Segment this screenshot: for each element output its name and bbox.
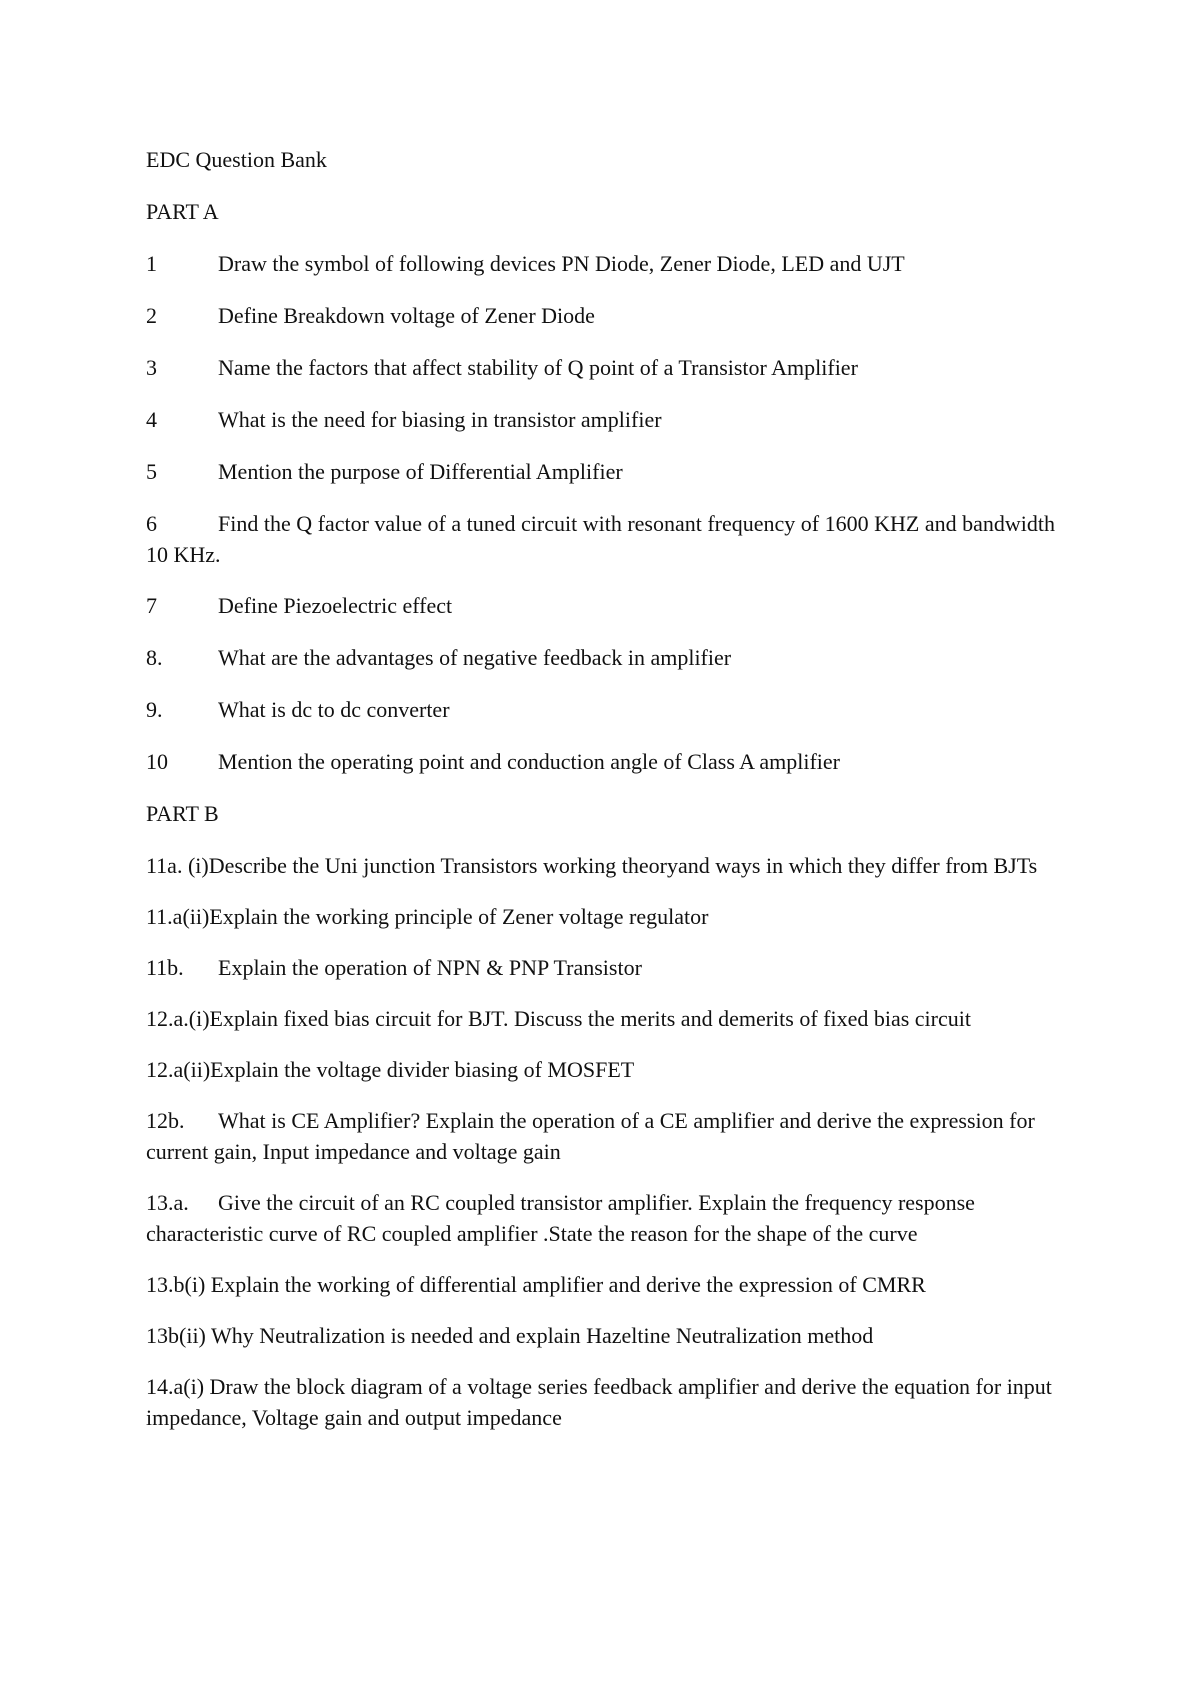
question-item — [146, 248, 1066, 280]
question-text: Why Neutralization is needed and explain Hazeltine Neutralization method — [211, 1323, 874, 1348]
document-title: EDC Question Bank — [146, 147, 327, 172]
question-number: 14.a(i) — [146, 1374, 205, 1399]
part-b-heading: PART B — [146, 801, 219, 826]
question-text: Describe the Uni junction Transistors working theoryand ways in which they differ from BJTs — [208, 853, 1038, 878]
question-item-wrapped — [146, 901, 1066, 932]
question-item-wrapped — [146, 1371, 1066, 1433]
question-text: What is dc to dc converter — [218, 697, 450, 722]
question-text: Explain the working principle of Zener voltage regulator — [209, 904, 709, 929]
question-item — [146, 352, 1066, 384]
question-text: Explain the working of differential amplifier and derive the expression of CMRR — [210, 1272, 926, 1297]
question-item — [146, 404, 1066, 436]
question-text: Explain fixed bias circuit for BJT. Discuss the merits and demerits of fixed bias circuit — [209, 1006, 971, 1031]
document-content — [146, 144, 1066, 1453]
question-item — [146, 746, 1066, 778]
question-number: 13.a. — [146, 1190, 189, 1215]
question-item-wrapped — [146, 850, 1066, 881]
question-text: Name the factors that affect stability of Q point of a Transistor Amplifier — [218, 355, 858, 380]
question-text: Define Breakdown voltage of Zener Diode — [218, 303, 595, 328]
question-text: What is the need for biasing in transistor amplifier — [218, 407, 662, 432]
question-item-wrapped — [146, 1054, 1066, 1085]
part-a-heading: PART A — [146, 199, 219, 224]
question-number: 13.b(i) — [146, 1272, 206, 1297]
question-text: Define Piezoelectric effect — [218, 593, 453, 618]
question-number: 6 — [146, 511, 157, 536]
question-number: 4 — [146, 407, 157, 432]
question-text: Mention the purpose of Differential Amplifier — [218, 459, 623, 484]
question-item-wrapped — [146, 508, 1066, 570]
question-number: 3 — [146, 355, 157, 380]
question-number: 12.a.(i) — [146, 1006, 210, 1031]
question-text: Give the circuit of an RC coupled transistor amplifier. Explain the frequency response characteristic curve of RC coupled amplifier .State the reason for the shape of the curve — [146, 1190, 975, 1246]
question-text: Mention the operating point and conduction angle of Class A amplifier — [218, 749, 840, 774]
question-text: Draw the symbol of following devices PN Diode, Zener Diode, LED and UJT — [218, 251, 905, 276]
question-text: Explain the voltage divider biasing of MOSFET — [210, 1057, 635, 1082]
question-item — [146, 590, 1066, 622]
question-number: 9. — [146, 697, 163, 722]
question-number: 1 — [146, 251, 157, 276]
question-number: 11.a(ii) — [146, 904, 210, 929]
question-text: Find the Q factor value of a tuned circuit with resonant frequency of 1600 KHZ and bandwidth 10 KHz. — [146, 511, 1055, 567]
question-item-wrapped — [146, 1003, 1066, 1034]
question-text: What is CE Amplifier? Explain the operation of a CE amplifier and derive the expression for current gain, Input impedance and voltage gain — [146, 1108, 1035, 1164]
question-number: 12b. — [146, 1108, 185, 1133]
question-text: What are the advantages of negative feedback in amplifier — [218, 645, 732, 670]
question-item — [146, 300, 1066, 332]
question-item-wrapped — [146, 1105, 1066, 1167]
question-item-wrapped — [146, 1187, 1066, 1249]
question-number: 10 — [146, 749, 168, 774]
question-text: Explain the operation of NPN & PNP Transistor — [218, 955, 642, 980]
question-item-wrapped — [146, 1269, 1066, 1300]
question-item-wrapped — [146, 952, 1066, 983]
question-number: 8. — [146, 645, 163, 670]
question-number: 7 — [146, 593, 157, 618]
question-number: 12.a(ii) — [146, 1057, 211, 1082]
question-item — [146, 642, 1066, 674]
question-number: 2 — [146, 303, 157, 328]
question-item — [146, 456, 1066, 488]
question-number: 5 — [146, 459, 157, 484]
question-number: 11b. — [146, 955, 184, 980]
question-text: Draw the block diagram of a voltage series feedback amplifier and derive the equation for input impedance, Voltage gain and output impedance — [146, 1374, 1052, 1430]
question-item-wrapped — [146, 1320, 1066, 1351]
question-number: 11a. (i) — [146, 853, 209, 878]
question-item — [146, 694, 1066, 726]
question-number: 13b(ii) — [146, 1323, 206, 1348]
